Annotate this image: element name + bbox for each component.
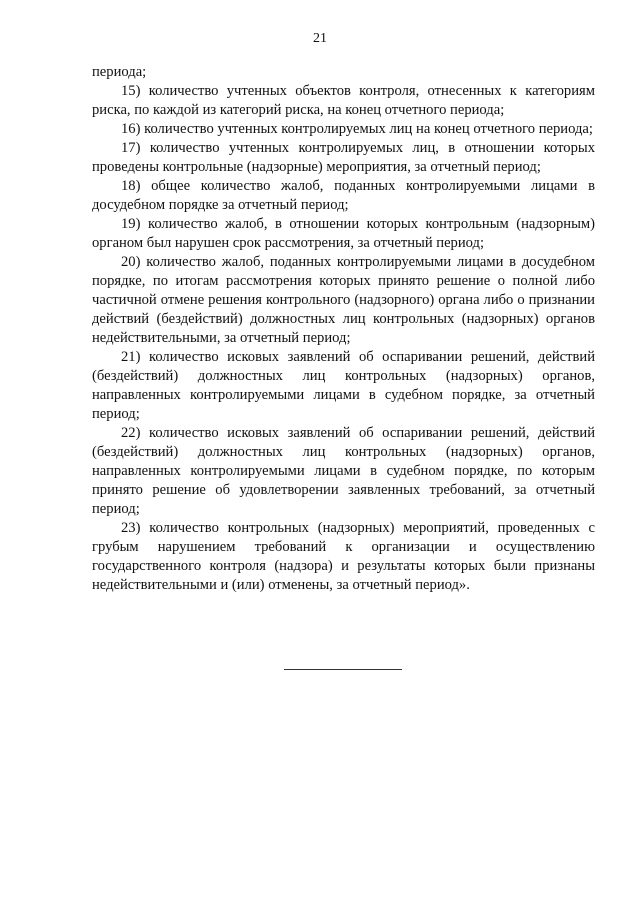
closing-divider-line (284, 669, 402, 670)
list-item-19: 19) количество жалоб, в отношении которых контрольным (надзорным) органом был нарушен срок рассмотрения, за отчетный период; (92, 216, 595, 251)
list-item-23: 23) количество контрольных (надзорных) мероприятий, проведенных с грубым нарушением требований к организации и осуществлению государственного контроля (надзора) и результаты которых были признаны недействительными и (или) отменены, за отчетный период». (92, 520, 595, 593)
list-item-15: 15) количество учтенных объектов контроля, отнесенных к категориям риска, по каждой из категорий риска, на конец отчетного периода; (92, 83, 595, 118)
document-body (92, 63, 595, 595)
list-item-22: 22) количество исковых заявлений об оспаривании решений, действий (бездействий) должностных лиц контрольных (надзорных) органов, направленных контролируемыми лицами в судебном порядке, по которым принято решение об удовлетворении заявленных требований, за отчетный период; (92, 425, 595, 517)
list-item-20: 20) количество жалоб, поданных контролируемыми лицами в досудебном порядке, по итогам рассмотрения которых принято решение о полной либо частичной отмене решения контрольного (надзорного) органа либо о признании действий (бездействий) должностных лиц контрольных (надзорных) органов недействительными, за отчетный период; (92, 254, 595, 346)
list-item-16: 16) количество учтенных контролируемых лиц на конец отчетного периода; (121, 121, 593, 137)
list-item-17: 17) количество учтенных контролируемых лиц, в отношении которых проведены контрольные (надзорные) мероприятия, за отчетный период; (92, 140, 595, 175)
paragraph-continuation: периода; (92, 64, 147, 80)
list-item-21: 21) количество исковых заявлений об оспаривании решений, действий (бездействий) должностных лиц контрольных (надзорных) органов, направленных контролируемыми лицами в судебном порядке, за отчетный период; (92, 349, 595, 422)
list-item-18: 18) общее количество жалоб, поданных контролируемыми лицами в досудебном порядке за отчетный период; (92, 178, 595, 213)
page-number: 21 (313, 31, 327, 46)
